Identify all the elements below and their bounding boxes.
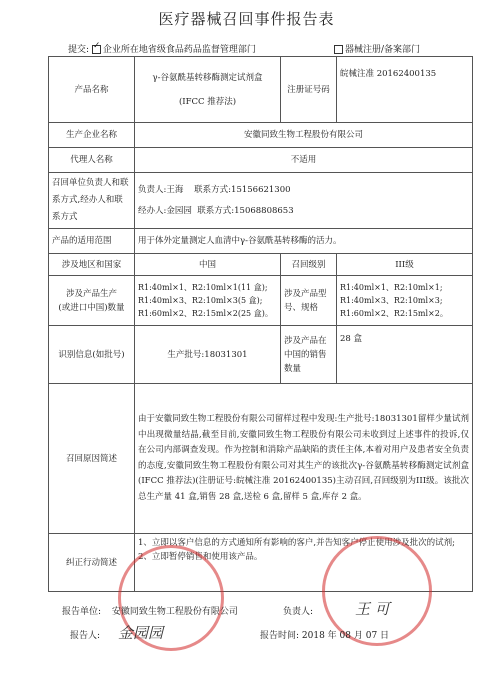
level-value: III级 [337, 254, 473, 276]
region-label: 涉及地区和国家 [49, 254, 135, 276]
model-label-line2: 号、规格 [284, 302, 319, 313]
scope-label: 产品的适用范围 [49, 229, 135, 254]
agent-label: 代理人名称 [49, 148, 135, 173]
sales-label [281, 326, 337, 384]
reporter-unit-value: 安徽同致生物工程股份有限公司 [111, 607, 238, 617]
region-value: 中国 [135, 254, 281, 276]
owner-label: 负责人: [283, 607, 314, 617]
scope-value: 用于体外定量测定人血清中γ-谷氨酰基转移酶的活力。 [135, 229, 473, 254]
owner-signature-icon: 王 可 [355, 600, 390, 618]
id-value: 生产批号:18031301 [135, 326, 281, 384]
product-name-line1: γ-谷氨酰基转移酶测定试剂盒 [152, 72, 263, 83]
sales-value: 28 盒 [337, 326, 473, 384]
footer-reporter-unit [62, 604, 238, 617]
submit-option-registration: 器械注册/备案部门 [345, 45, 421, 55]
submit-option-province: 企业所在地省级食品药品监督管理部门 [102, 45, 256, 55]
submit-label: 提交: [68, 45, 90, 55]
page-title: 医疗器械召回事件报告表 [158, 10, 335, 28]
reporter-unit-label: 报告单位: [62, 607, 102, 617]
product-name-line2: (IFCC 推荐法) [178, 96, 237, 107]
qty-label [49, 276, 135, 326]
product-name-label: 产品名称 [49, 57, 135, 123]
reg-no-label: 注册证号码 [281, 57, 337, 123]
manufacturer-value: 安徽同致生物工程股份有限公司 [135, 123, 473, 148]
id-label: 识别信息(如批号) [49, 326, 135, 384]
model-line2: R1:40ml×3、R2:10ml×3; [340, 296, 443, 305]
model-line3: R1:60ml×2、R2:15ml×2。 [340, 309, 448, 318]
action-label: 纠正行动简述 [49, 534, 135, 592]
checkbox-icon-checked[interactable] [92, 45, 101, 54]
reason-label: 召回原因简述 [49, 384, 135, 534]
model-label [281, 276, 337, 326]
reporter-signature-icon: 金园园 [118, 624, 164, 642]
qty-line1: R1:40ml×1、R2:10ml×1(11 盒); [138, 283, 268, 292]
qty-line2: R1:40ml×3、R2:10ml×3(5 盒); [138, 296, 263, 305]
manufacturer-label: 生产企业名称 [49, 123, 135, 148]
model-label-line1: 涉及产品型 [284, 288, 327, 299]
date-label: 报告时间: [260, 631, 300, 641]
submit-row [68, 42, 468, 55]
reg-no-value: 皖械注准 20162400135 [337, 57, 473, 123]
contact-label: 召回单位负责人和联系方式,经办人和联系方式 [49, 173, 135, 229]
contact-line1: 负责人:王海 联系方式:15156621300 [138, 185, 291, 195]
reporter-label: 报告人: [70, 631, 101, 641]
action-line1: 1、立即以客户信息的方式通知所有影响的客户,并告知客户停止使用涉及批次的试剂; [138, 538, 455, 548]
sales-label-line2: 中国的销售 [284, 349, 327, 360]
agent-value: 不适用 [135, 148, 473, 173]
action-line2: 2、立即暂停销售和使用该产品。 [138, 552, 263, 562]
checkbox-icon[interactable] [334, 45, 343, 54]
contact-value [135, 173, 473, 229]
model-line1: R1:40ml×1、R2:10ml×1; [340, 283, 443, 292]
sales-label-line1: 涉及产品在 [284, 335, 327, 346]
sales-label-line3: 数量 [284, 363, 302, 374]
contact-line2: 经办人:金园园 联系方式:15068808653 [138, 206, 294, 216]
qty-line3: R1:60ml×2、R2:15ml×2(25 盒)。 [138, 309, 273, 318]
level-label: 召回级别 [281, 254, 337, 276]
product-name-value [135, 57, 281, 123]
qty-value [135, 276, 281, 326]
footer-date [260, 628, 389, 641]
model-value [337, 276, 473, 326]
qty-label-line2: (或进口中国)数量 [58, 302, 125, 313]
reason-text: 由于安徽同致生物工程股份有限公司留样过程中发现:生产批号:18031301留样少量试剂中出现微量结晶,截至目前,安徽同致生物工程股份有限公司未收到过上述事件的投诉,仅在公司内部调查发现。作为控制和消除产品缺陷的责任主体,本着对用户及患者安全负责的态度,安徽同致生物工程股份有限公司对其生产的该批次γ-谷氨酰基转移酶测定试剂盒(IFCC 推荐法)(注册证号:皖械注准 20162400135)主动召回,召回级别为III级。该批次总生产量 41 盒,销售 28 盒,送检 6 盒,留样 5 盒,库存 2 盒。 [135, 384, 473, 534]
recall-report-table [48, 56, 473, 592]
date-value: 2018 年 08 月 07 日 [301, 631, 390, 641]
qty-label-line1: 涉及产品生产 [65, 288, 117, 299]
